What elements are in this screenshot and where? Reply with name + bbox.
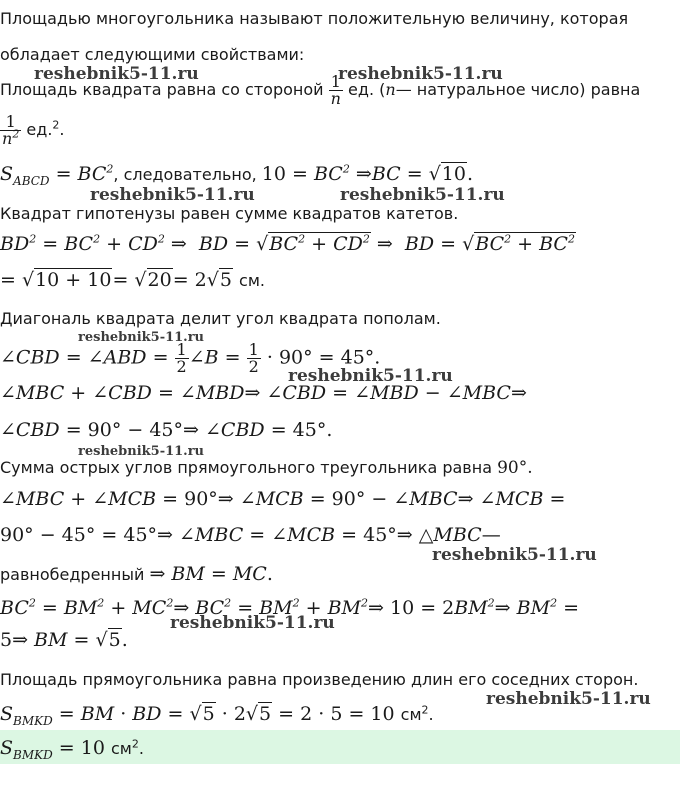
text-line-8: Диагональ квадрата делит угол квадрата пополам.	[0, 309, 441, 328]
math-line-17: 5⇒ BM = √5.	[0, 629, 128, 651]
fraction-1-over-n: $\frac{1}{n}$	[330, 72, 341, 108]
math-line-14: 90° − 45° = 45°⇒ ∠MBC = ∠MCB = 45°⇒ △MBC—	[0, 524, 501, 546]
watermark: reshebnik5-11.ru	[170, 613, 335, 633]
math-line-10: ∠MBC + ∠CBD = ∠MBD⇒ ∠CBD = ∠MBD − ∠MBC⇒	[0, 382, 527, 404]
text-line-1: Площадью многоугольника называют положительную величину, которая	[0, 9, 629, 28]
watermark: reshebnik5-11.ru	[338, 64, 503, 84]
watermark: reshebnik5-11.ru	[340, 185, 505, 205]
math-line-13: ∠MBC + ∠MCB = 90°⇒ ∠MCB = 90° − ∠MBC⇒ ∠MCB =	[0, 488, 566, 510]
math-line-5: $S_{ABCD} = BC^2$, следовательно, $10 = BC^2$ ⇒BC = √10.	[0, 162, 474, 188]
math-line-7: $BD^2 = BC^2 + CD^2$ ⇒ BD = $√BC^2 + CD^2$ ⇒ BD = $√BC^2 + BC^2$	[0, 232, 575, 255]
text-line-12: Сумма острых углов прямоугольного треугольника равна 90°.	[0, 458, 533, 478]
fraction-1-over-n-squared: $\frac{1}{n^2}$	[2, 112, 20, 148]
watermark: reshebnik5-11.ru	[90, 185, 255, 205]
math-line-9: ∠CBD = ∠ABD = $\frac{1}{2}$ ∠B = $\frac{1}{2}$ · 90° = 45°.	[0, 340, 381, 376]
text-line-2: обладает следующими свойствами:	[0, 45, 305, 64]
watermark: reshebnik5-11.ru	[432, 545, 597, 565]
text-line-18: Площадь прямоугольника равна произведению длин его соседних сторон.	[0, 670, 639, 689]
text-line-4: $\frac{1}{n^2}$ ед.$^2$.	[2, 112, 65, 148]
answer-line: $S_{BMKD} = 10$ $см^2$.	[0, 737, 144, 762]
text-line-15: равнобедренный ⇒ BM = MC.	[0, 563, 273, 585]
text-line-3: Площадь квадрата равна со стороной $\frac{1}{n}$ ед. (n— натуральное число) равна	[0, 72, 641, 108]
text-line-6: Квадрат гипотенузы равен сумме квадратов катетов.	[0, 204, 459, 223]
math-line-16: $BC^2 = BM^2$ + $MC^2\Rightarrow$ $BC^2 = BM^2$ + $BM^2\Rightarrow$ $10 = 2BM^2\Rightarrow$ $BM^2$ =	[0, 596, 580, 619]
watermark: reshebnik5-11.ru	[486, 689, 651, 709]
watermark: reshebnik5-11.ru	[288, 366, 453, 386]
math-line-11: ∠CBD = 90° − 45°⇒ ∠CBD = 45°.	[0, 419, 333, 441]
math-line-19: $S_{BMKD}$ = BM · BD = √5 · 2√5 = 2 · 5 = 10 $см^2$.	[0, 703, 434, 728]
math-line-7b: = √10 + 10= √20= 2√5 см.	[0, 269, 265, 291]
watermark: reshebnik5-11.ru	[34, 64, 199, 84]
watermark: reshebnik5-11.ru	[78, 330, 205, 345]
watermark: reshebnik5-11.ru	[78, 444, 205, 459]
